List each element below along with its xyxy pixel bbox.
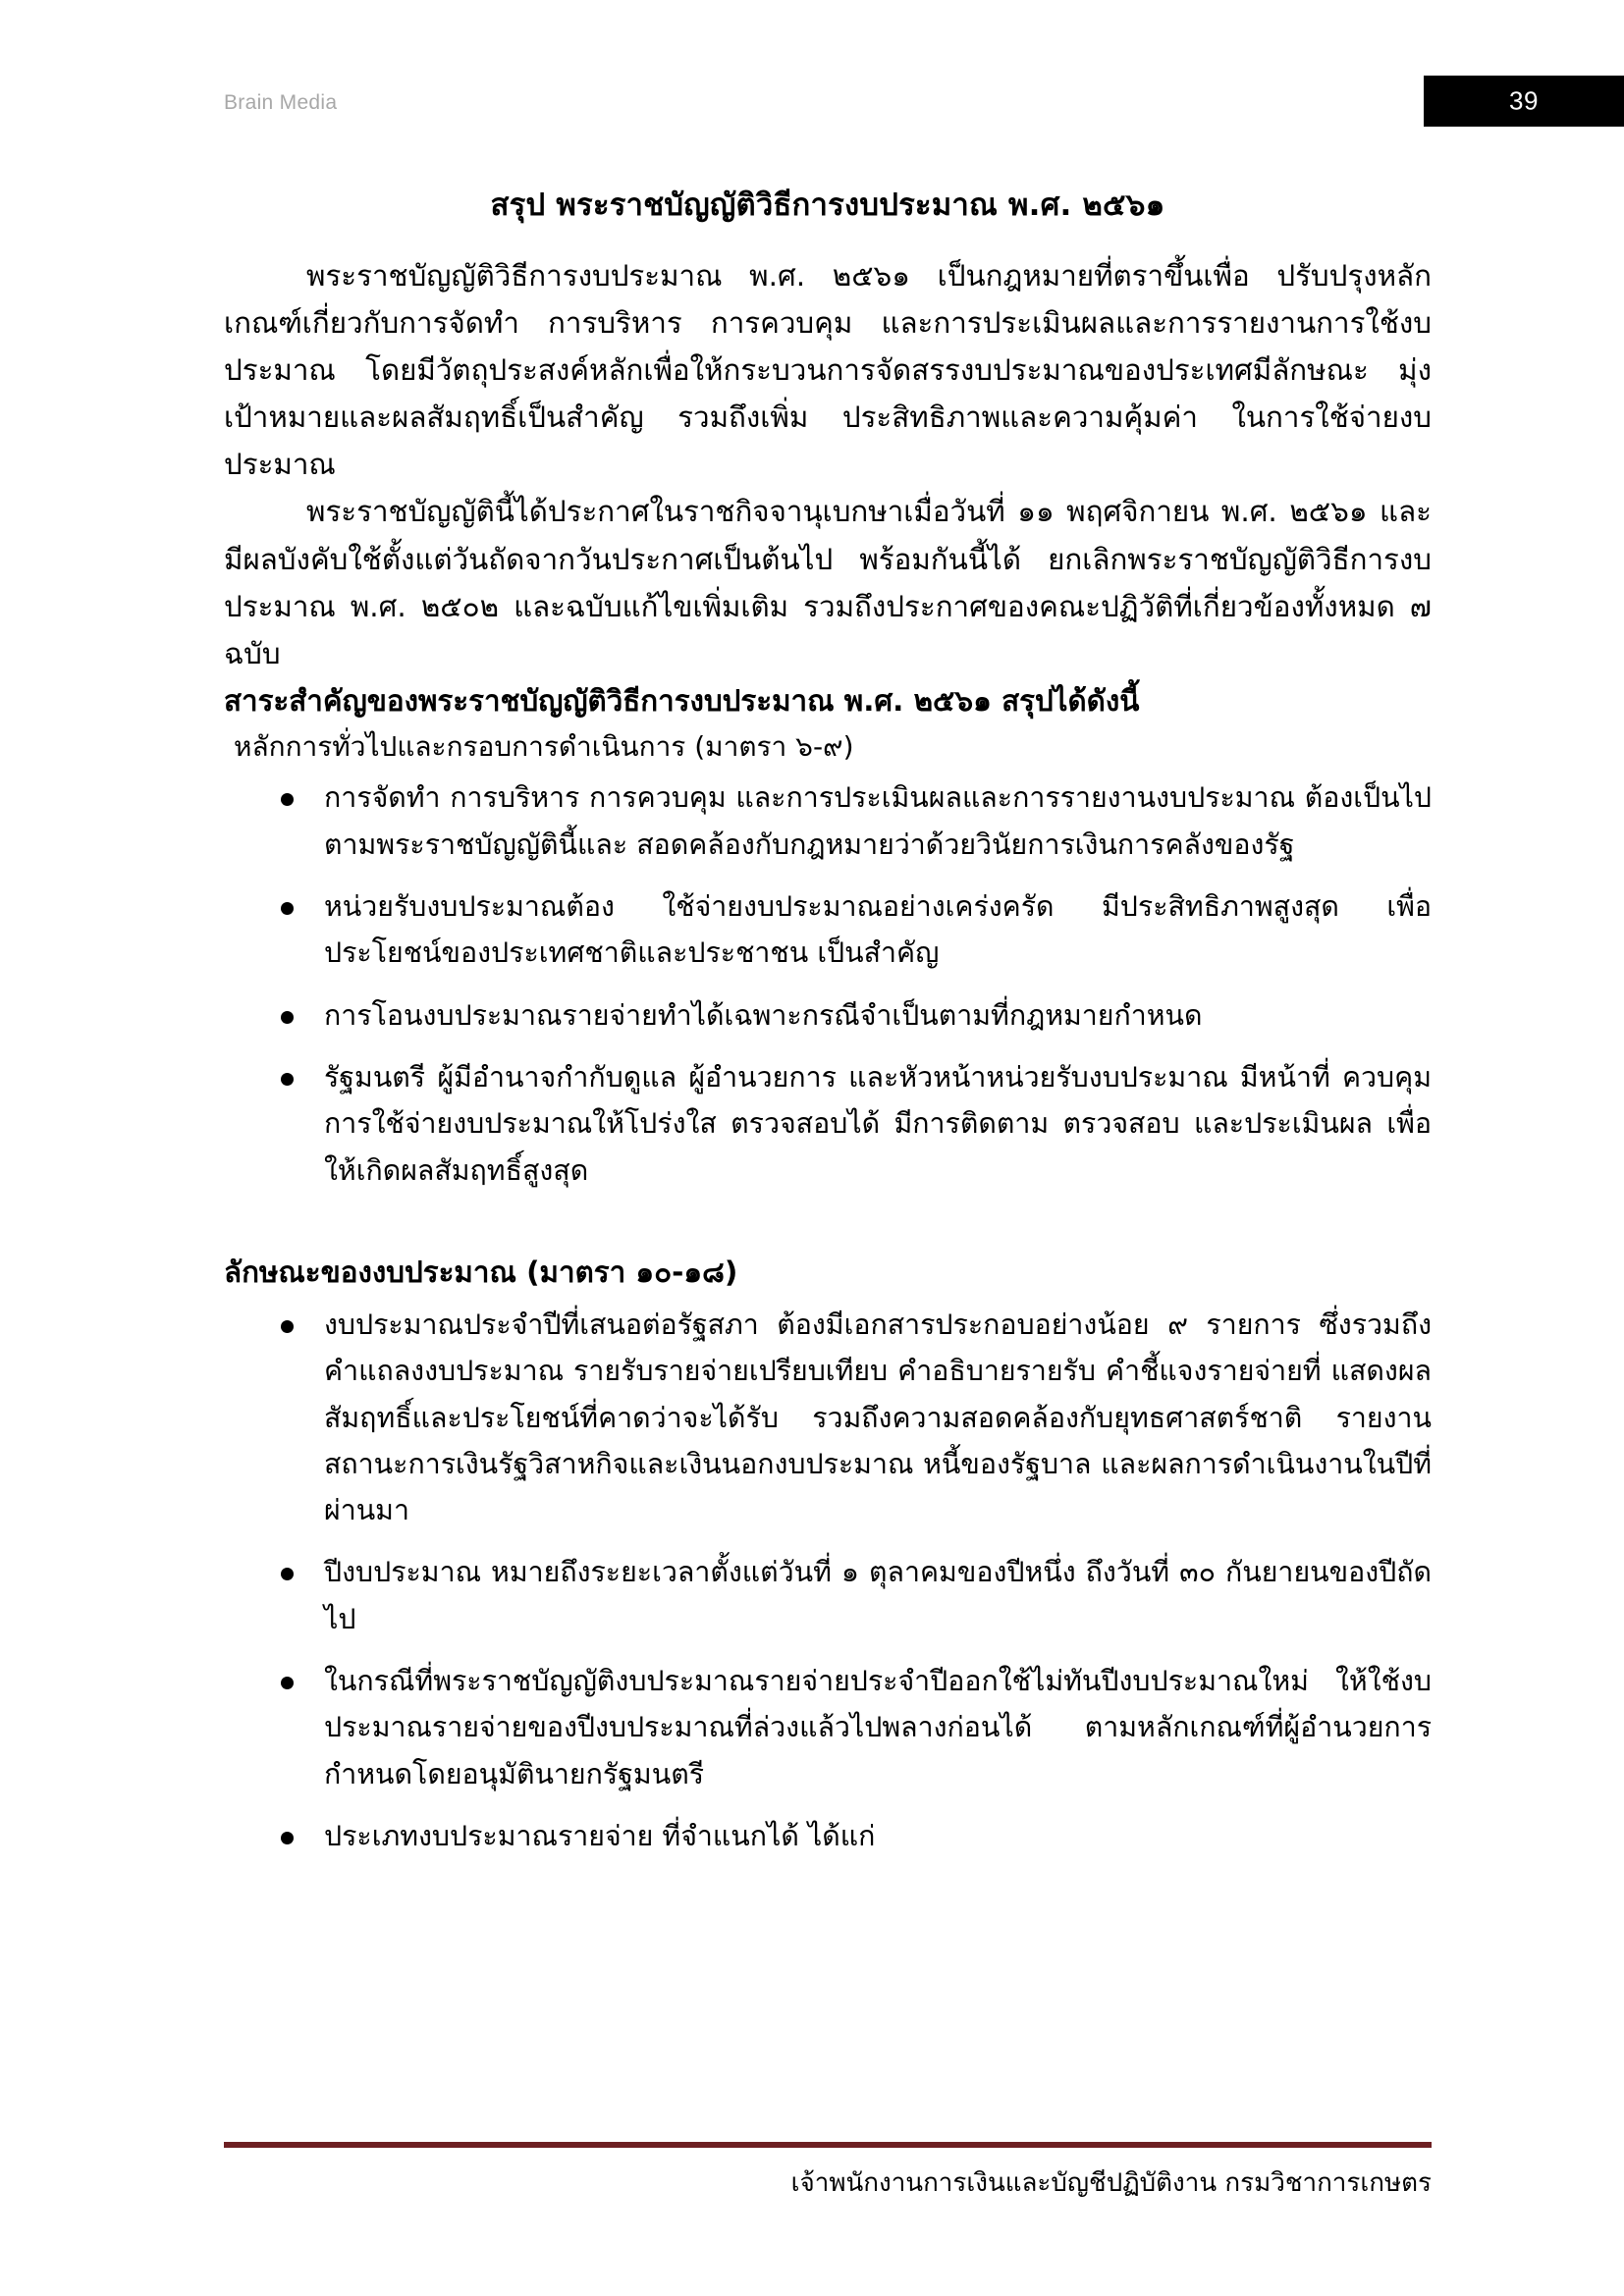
- list-item: ปีงบประมาณ หมายถึงระยะเวลาตั้งแต่วันที่ ๑ ตุลาคมของปีหนึ่ง ถึงวันที่ ๓๐ กันยายนของปีถัดไป: [224, 1549, 1432, 1642]
- list-item: ประเภทงบประมาณรายจ่าย ที่จำแนกได้ ได้แก่: [224, 1813, 1432, 1859]
- list-item: งบประมาณประจำปีที่เสนอต่อรัฐสภา ต้องมีเอกสารประกอบอย่างน้อย ๙ รายการ ซึ่งรวมถึงคำแถลงงบประมาณ รายรับรายจ่ายเปรียบเทียบ คำอธิบายรายรับ คำชี้แจงรายจ่ายที่ แสดงผลสัมฤทธิ์และประโยชน์ที่คาดว่าจะได้รับ รวมถึงความสอดคล้องกับยุทธศาสตร์ชาติ รายงานสถานะการเงินรัฐวิสาหกิจและเงินนอกงบประมาณ หนี้ของรัฐบาล และผลการดำเนินงานในปีที่ผ่านมา: [224, 1302, 1432, 1533]
- intro-paragraph-2: พระราชบัญญัตินี้ได้ประกาศในราชกิจจานุเบกษาเมื่อวันที่ ๑๑ พฤศจิกายน พ.ศ. ๒๕๖๑ และมีผลบังคับใช้ตั้งแต่วันถัดจากวันประกาศเป็นต้นไป พร้อมกันนี้ได้ ยกเลิกพระราชบัญญัติวิธีการงบประมาณ พ.ศ. ๒๕๐๒ และฉบับแก้ไขเพิ่มเติม รวมถึงประกาศของคณะปฏิวัติที่เกี่ยวข้องทั้งหมด ๗ ฉบับ: [224, 495, 1432, 670]
- section-2-bullet-list: [224, 1302, 1432, 1859]
- section-1-heading: หลักการทั่วไปและกรอบการดำเนินการ (มาตรา ๖-๙): [234, 729, 854, 763]
- list-item: ในกรณีที่พระราชบัญญัติงบประมาณรายจ่ายประจำปีออกใช้ไม่ทันปีงบประมาณใหม่ ให้ใช้งบประมาณรายจ่ายของปีงบประมาณที่ล่วงแล้วไปพลางก่อนได้ ตามหลักเกณฑ์ที่ผู้อำนวยการกำหนดโดยอนุมัตินายกรัฐมนตรี: [224, 1658, 1432, 1797]
- document-body: [224, 182, 1432, 1859]
- footer-label: เจ้าพนักงานการเงินและบัญชีปฏิบัติงาน กรมวิชาการเกษตร: [790, 2168, 1432, 2198]
- list-item: หน่วยรับงบประมาณต้อง ใช้จ่ายงบประมาณอย่างเคร่งครัด มีประสิทธิภาพสูงสุด เพื่อประโยชน์ของประเทศชาติและประชาชน เป็นสำคัญ: [224, 883, 1432, 977]
- section-1-bullet-list: [224, 774, 1432, 1193]
- summary-heading: สาระสำคัญของพระราชบัญญัติวิธีการงบประมาณ พ.ศ. ๒๕๖๑ สรุปได้ดังนี้: [224, 683, 1140, 718]
- intro-paragraph-1: พระราชบัญญัติวิธีการงบประมาณ พ.ศ. ๒๕๖๑ เป็นกฎหมายที่ตราขึ้นเพื่อ ปรับปรุงหลักเกณฑ์เกี่ยวกับการจัดทำ การบริหาร การควบคุม และการประเมินผลและการรายงานการใช้งบประมาณ โดยมีวัตถุประสงค์หลักเพื่อให้กระบวนการจัดสรรงบประมาณของประเทศมีลักษณะ มุ่งเป้าหมายและผลสัมฤทธิ์เป็นสำคัญ รวมถึงเพิ่ม ประสิทธิภาพและความคุ้มค่า ในการใช้จ่ายงบประมาณ: [224, 259, 1432, 482]
- footer-divider: [224, 2142, 1432, 2148]
- page-footer: [224, 2142, 1432, 2201]
- brand-label: Brain Media: [224, 91, 338, 114]
- page-header: [0, 0, 1624, 128]
- page-number-badge: [1424, 76, 1624, 127]
- section-spacer: [224, 1194, 1432, 1249]
- list-item: การจัดทำ การบริหาร การควบคุม และการประเมินผลและการรายงานงบประมาณ ต้องเป็นไปตามพระราชบัญญัตินี้และ สอดคล้องกับกฎหมายว่าด้วยวินัยการเงินการคลังของรัฐ: [224, 774, 1432, 868]
- page-number-value: 39: [1509, 85, 1539, 116]
- list-item: การโอนงบประมาณรายจ่ายทำได้เฉพาะกรณีจำเป็นตามที่กฎหมายกำหนด: [224, 992, 1432, 1039]
- list-item: รัฐมนตรี ผู้มีอำนาจกำกับดูแล ผู้อำนวยการ และหัวหน้าหน่วยรับงบประมาณ มีหน้าที่ ควบคุมการใช้จ่ายงบประมาณให้โปร่งใส ตรวจสอบได้ มีการติดตาม ตรวจสอบ และประเมินผล เพื่อให้เกิดผลสัมฤทธิ์สูงสุด: [224, 1054, 1432, 1194]
- section-2-heading: ลักษณะของงบประมาณ (มาตรา ๑๐-๑๘): [224, 1255, 738, 1289]
- page-title: สรุป พระราชบัญญัติวิธีการงบประมาณ พ.ศ. ๒๕๖๑: [490, 187, 1165, 223]
